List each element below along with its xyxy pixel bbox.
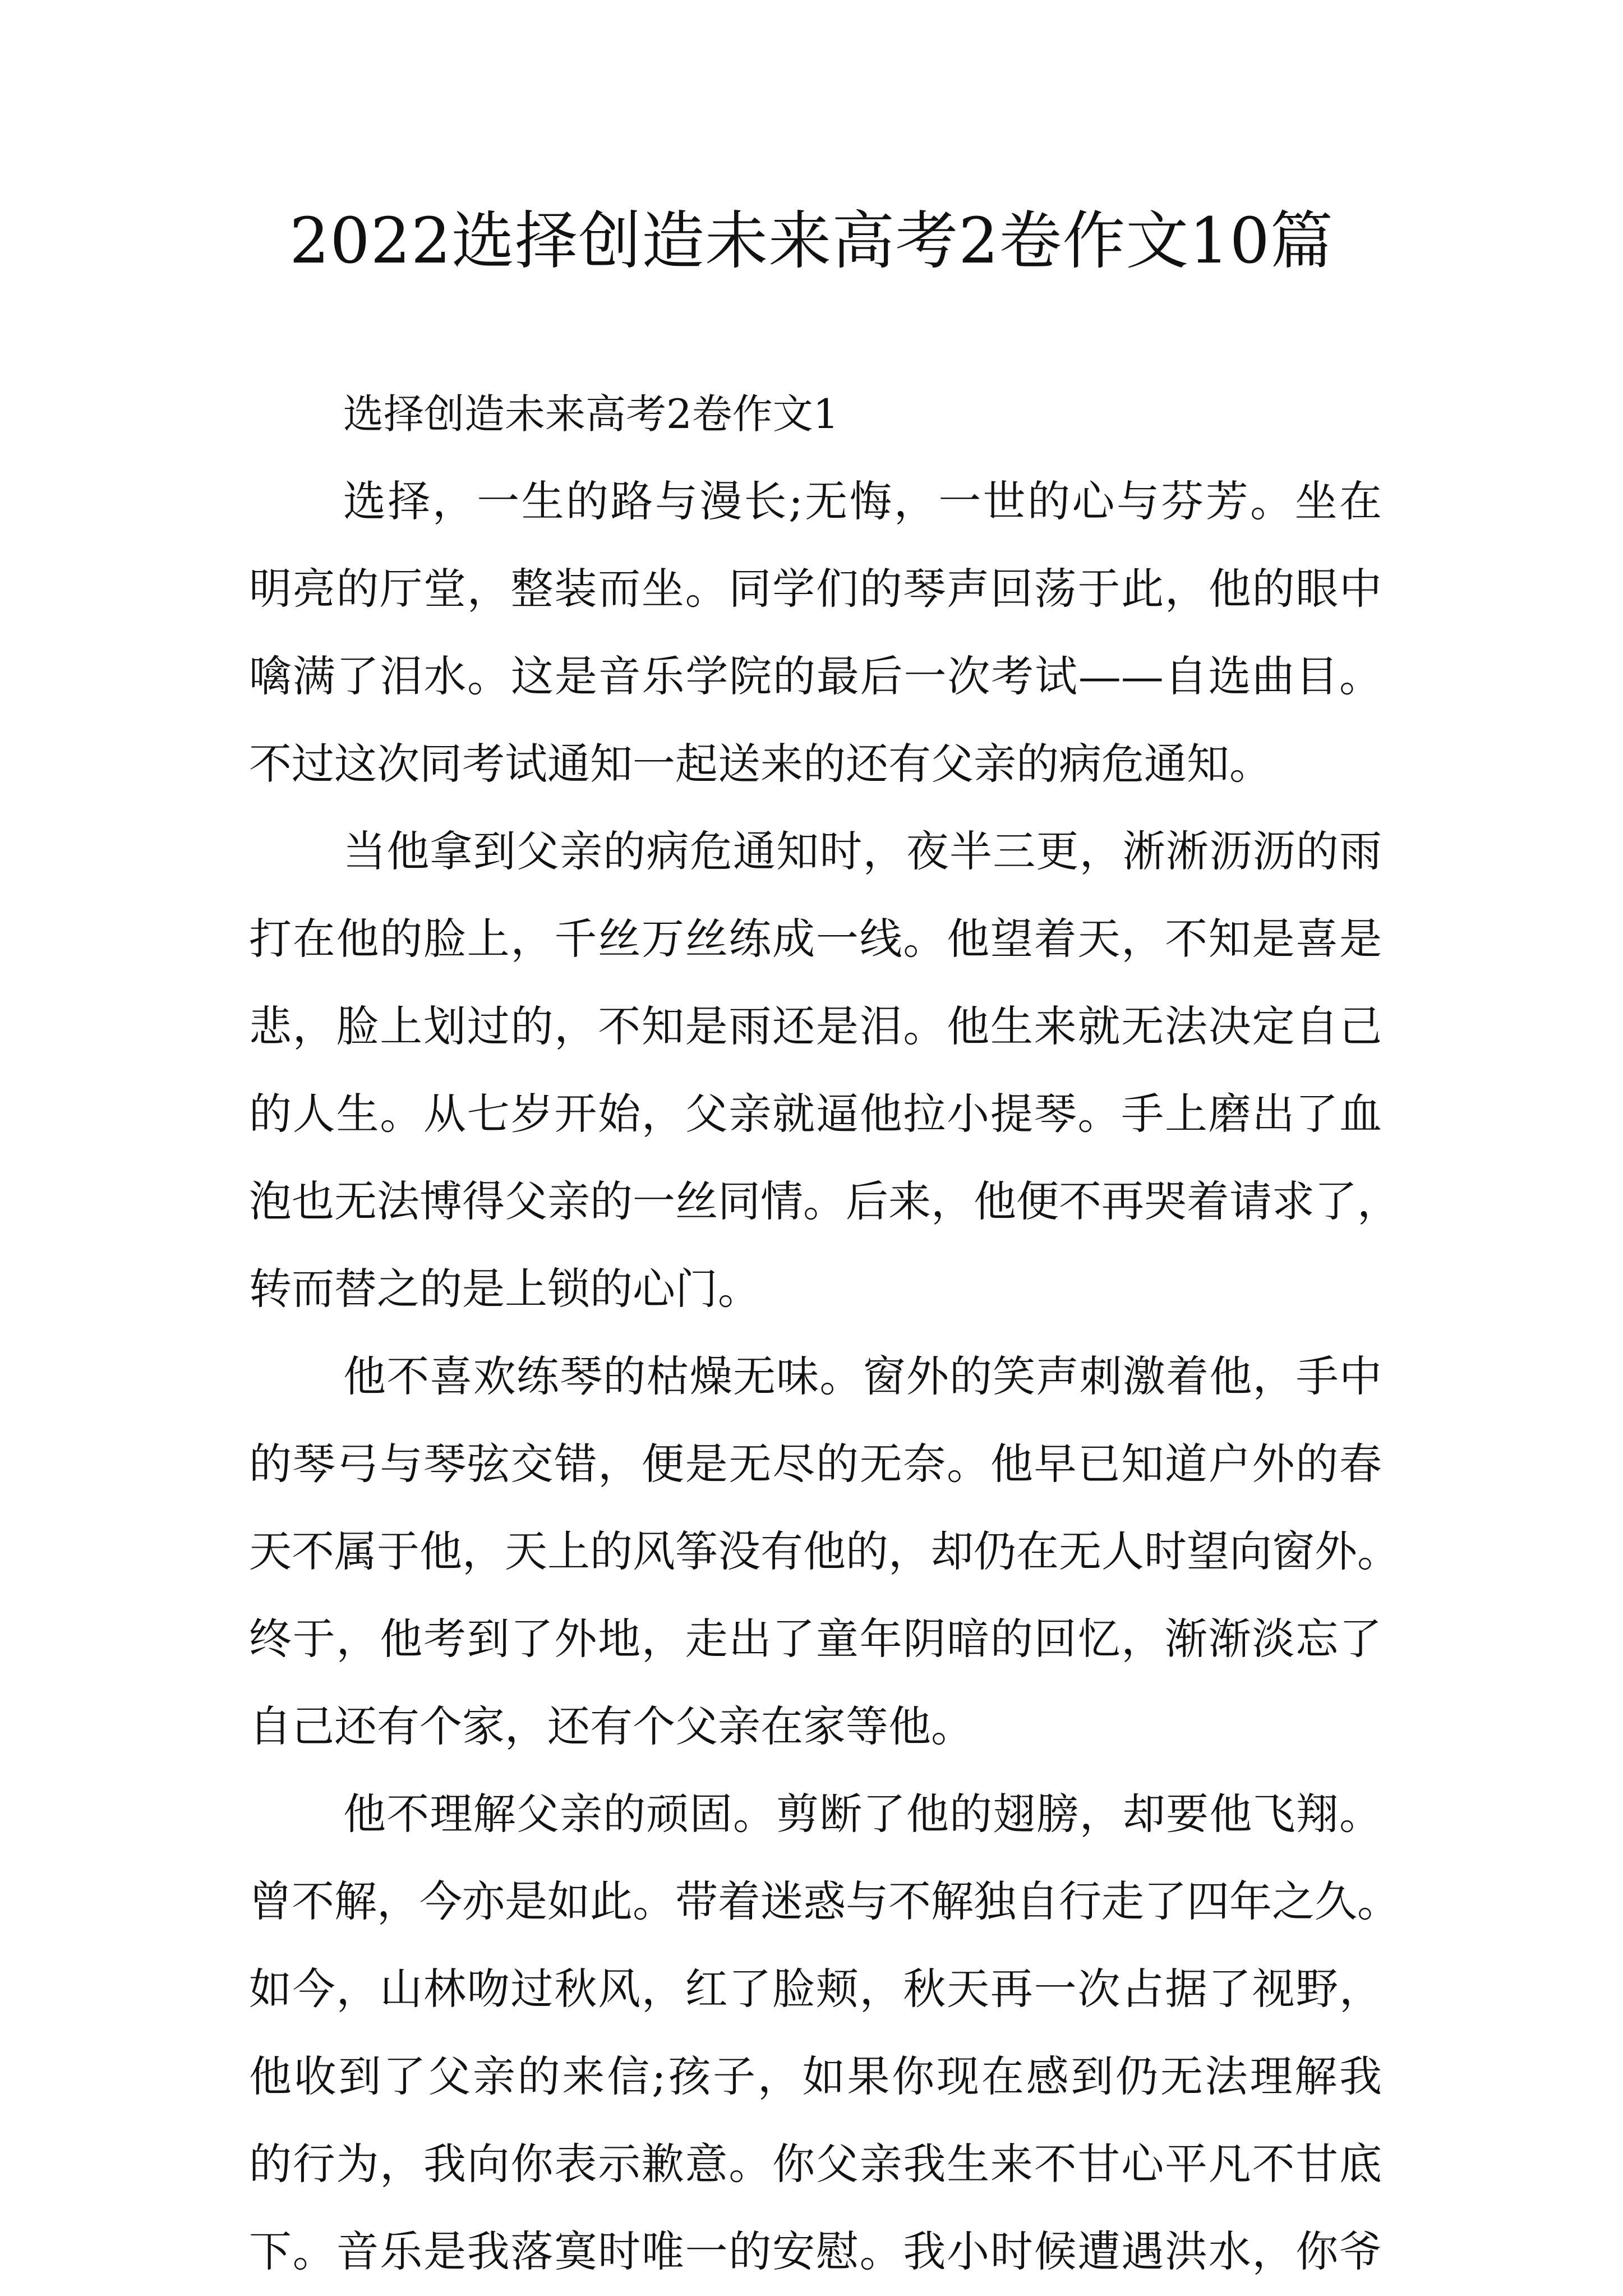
paragraph: [249, 1770, 1400, 2295]
text-line: 的琴弓与琴弦交错，便是无尽的无奈。他早已知道户外的春: [249, 1439, 1382, 1489]
text-line: 如今，山林吻过秋风，红了脸颊，秋天再一次占据了视野，: [249, 1964, 1382, 2014]
text-line: 不过这次同考试通知一起送来的还有父亲的病危通知。: [249, 739, 1272, 789]
document-title: 2022选择创造未来高考2卷作文10篇: [289, 205, 1334, 278]
text-line: 终于，他考到了外地，走出了童年阴暗的回忆，渐渐淡忘了: [249, 1614, 1382, 1664]
paragraph: [249, 458, 1382, 808]
text-line: 泡也无法博得父亲的一丝同情。后来，他便不再哭着请求了，: [249, 1176, 1400, 1226]
text-line: 转而替之的是上锁的心门。: [249, 1264, 760, 1314]
text-line: 当他拿到父亲的病危通知时，夜半三更，淅淅沥沥的雨: [343, 826, 1382, 876]
text-line: 的人生。从七岁开始，父亲就逼他拉小提琴。手上磨出了血: [249, 1089, 1382, 1139]
text-line: 曾不解，今亦是如此。带着迷惑与不解独自行走了四年之久。: [249, 1876, 1400, 1926]
document-body: [249, 370, 1400, 2295]
text-line: 他不喜欢练琴的枯燥无味。窗外的笑声刺激着他，手中: [343, 1351, 1382, 1401]
text-line: 悲，脸上划过的，不知是雨还是泪。他生来就无法决定自己: [249, 1001, 1382, 1051]
text-line: 选择，一生的路与漫长;无悔，一世的心与芬芳。坐在: [343, 476, 1382, 526]
text-line: 他不理解父亲的顽固。剪断了他的翅膀，却要他飞翔。: [343, 1789, 1382, 1839]
paragraph: [249, 808, 1400, 1333]
paragraph: [249, 1333, 1400, 1770]
text-line: 自己还有个家，还有个父亲在家等他。: [249, 1701, 974, 1751]
text-line: 噙满了泪水。这是音乐学院的最后一次考试——自选曲目。: [249, 651, 1382, 701]
text-line: 他收到了父亲的来信;孩子，如果你现在感到仍无法理解我: [249, 2051, 1382, 2101]
text-line: 打在他的脸上，千丝万丝练成一线。他望着天，不知是喜是: [249, 914, 1382, 964]
text-line: 明亮的厅堂，整装而坐。同学们的琴声回荡于此，他的眼中: [249, 564, 1382, 614]
text-line: 的行为，我向你表示歉意。你父亲我生来不甘心平凡不甘底: [249, 2139, 1382, 2189]
text-line: 下。音乐是我落寞时唯一的安慰。我小时候遭遇洪水，你爷: [249, 2226, 1382, 2276]
text-line: 天不属于他，天上的风筝没有他的，却仍在无人时望向窗外。: [249, 1526, 1400, 1576]
essay-heading: 选择创造未来高考2卷作文1: [343, 390, 839, 438]
